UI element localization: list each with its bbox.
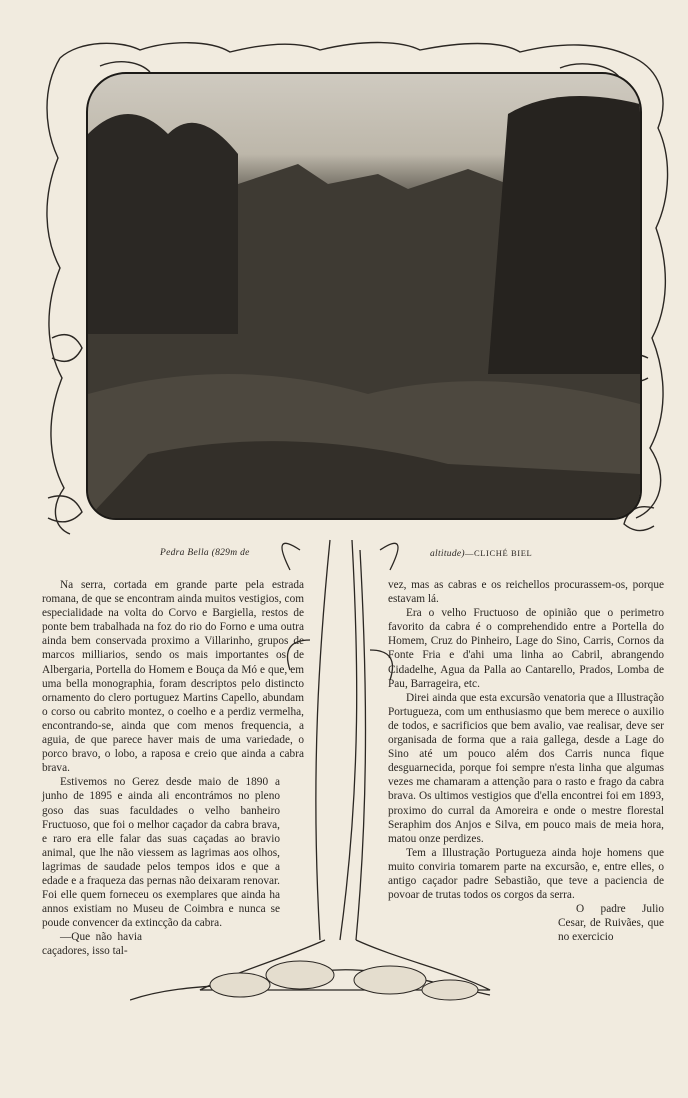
text-column-right xyxy=(388,578,664,944)
paragraph: —Que não havia caçadores, isso tal- xyxy=(42,931,142,958)
landscape-photograph xyxy=(86,72,642,520)
paragraph: O padre Julio Cesar, de Ruivães, que no exercicio xyxy=(558,903,664,944)
mountain-scene-image xyxy=(88,74,640,518)
paragraph: Era o velho Fructuoso de opinião que o perimetro favorito da cabra é o comprehendido entre a Portella do Homem, Cruz do Pinheiro, Lage do Sino, Carris, Cornos da Fonte Fria e d'ahi uma linha ao Cabril, abrangendo Cidadelhe, Agua da Palla ao Cantarello, Prados, Lomba de Pau, Barrageira, etc. xyxy=(388,607,664,690)
paragraph: Estivemos no Gerez desde maio de 1890 a junho de 1895 e ainda ali encontrámos no pleno goso das suas faculdades o velho banheiro Fructuoso, que foi o melhor caçador da cabra brava, e raro era elle falar das suas caçadas ao bravio animal, que lhe não viessem as lagrimas aos olhos, lagrimas de saudade pelos tempos idos e que a edade e a fraqueza das pernas não deixaram renovar. Foi elle quem forneceu os exemplares que ainda ha annos existiam no Museu de Coimbra e nunca se poude convencer da extincção da cabra. xyxy=(42,776,280,930)
paragraph: vez, mas as cabras e os reichellos procurassem-os, porque estavam lá. xyxy=(388,579,664,606)
text-column-left xyxy=(42,578,304,959)
paragraph: Tem a Illustração Portugueza ainda hoje homens que muito conviria tomarem parte na excursão, e, entre elles, o antigo caçador padre Sebastião, que teve a paciencia de povoar de trutas todos os corgos da serra. xyxy=(388,846,664,902)
photo-caption: Pedra Bella (829m de xyxy=(160,548,250,558)
photo-caption-credit: altitude)—CLICHÉ BIEL xyxy=(430,548,533,559)
paragraph: Na serra, cortada em grande parte pela estrada romana, de que se encontram ainda muitos vestigios, com especialidade na volta do Corvo e Bargiella, restos de ponte bem trabalhada na foz do rio do Forno e uma outra ainda bem conservada proximo a Villarinho, grupos de marcos milliarios, sendo os mais importantes os de Albergaria, Portella do Homem e Bouça da Mó e que, em uma bella monographia, foram descriptos pelo distincto ornamento do clero portuguez Martins Capello, abundam o corso ou cabrito montez, o coelho e a perdiz vermelha, encontrando-se, ainda que com menos frequencia, a aguia, de que parece haver mais de uma variedade, o porco bravo, o lobo, a raposa e creio que ainda a cabra brava. xyxy=(42,579,304,775)
paragraph: Direi ainda que esta excursão venatoria que a Illustração Portugueza, com um enthusiasmo que bem merece o auxilio de todos, e sacrificios que bem avalio, vae realisar, deve ser organisada de forma que a raia gallega, desde a Lage do Sino até um pouco além dos Carris nunca fique desguarnecida, porque foi sempre n'esta linha que algumas vezes me chamaram a attenção para o rasto e frago da cabra brava. Os ultimos vestigios que d'ella encontrei foi em 1893, proximo do curral da Amoreira e onde o mestre florestal Seraphim dos Anjos e Silva, em pouco mais de meia hora, matou onze perdizes. xyxy=(388,691,664,845)
